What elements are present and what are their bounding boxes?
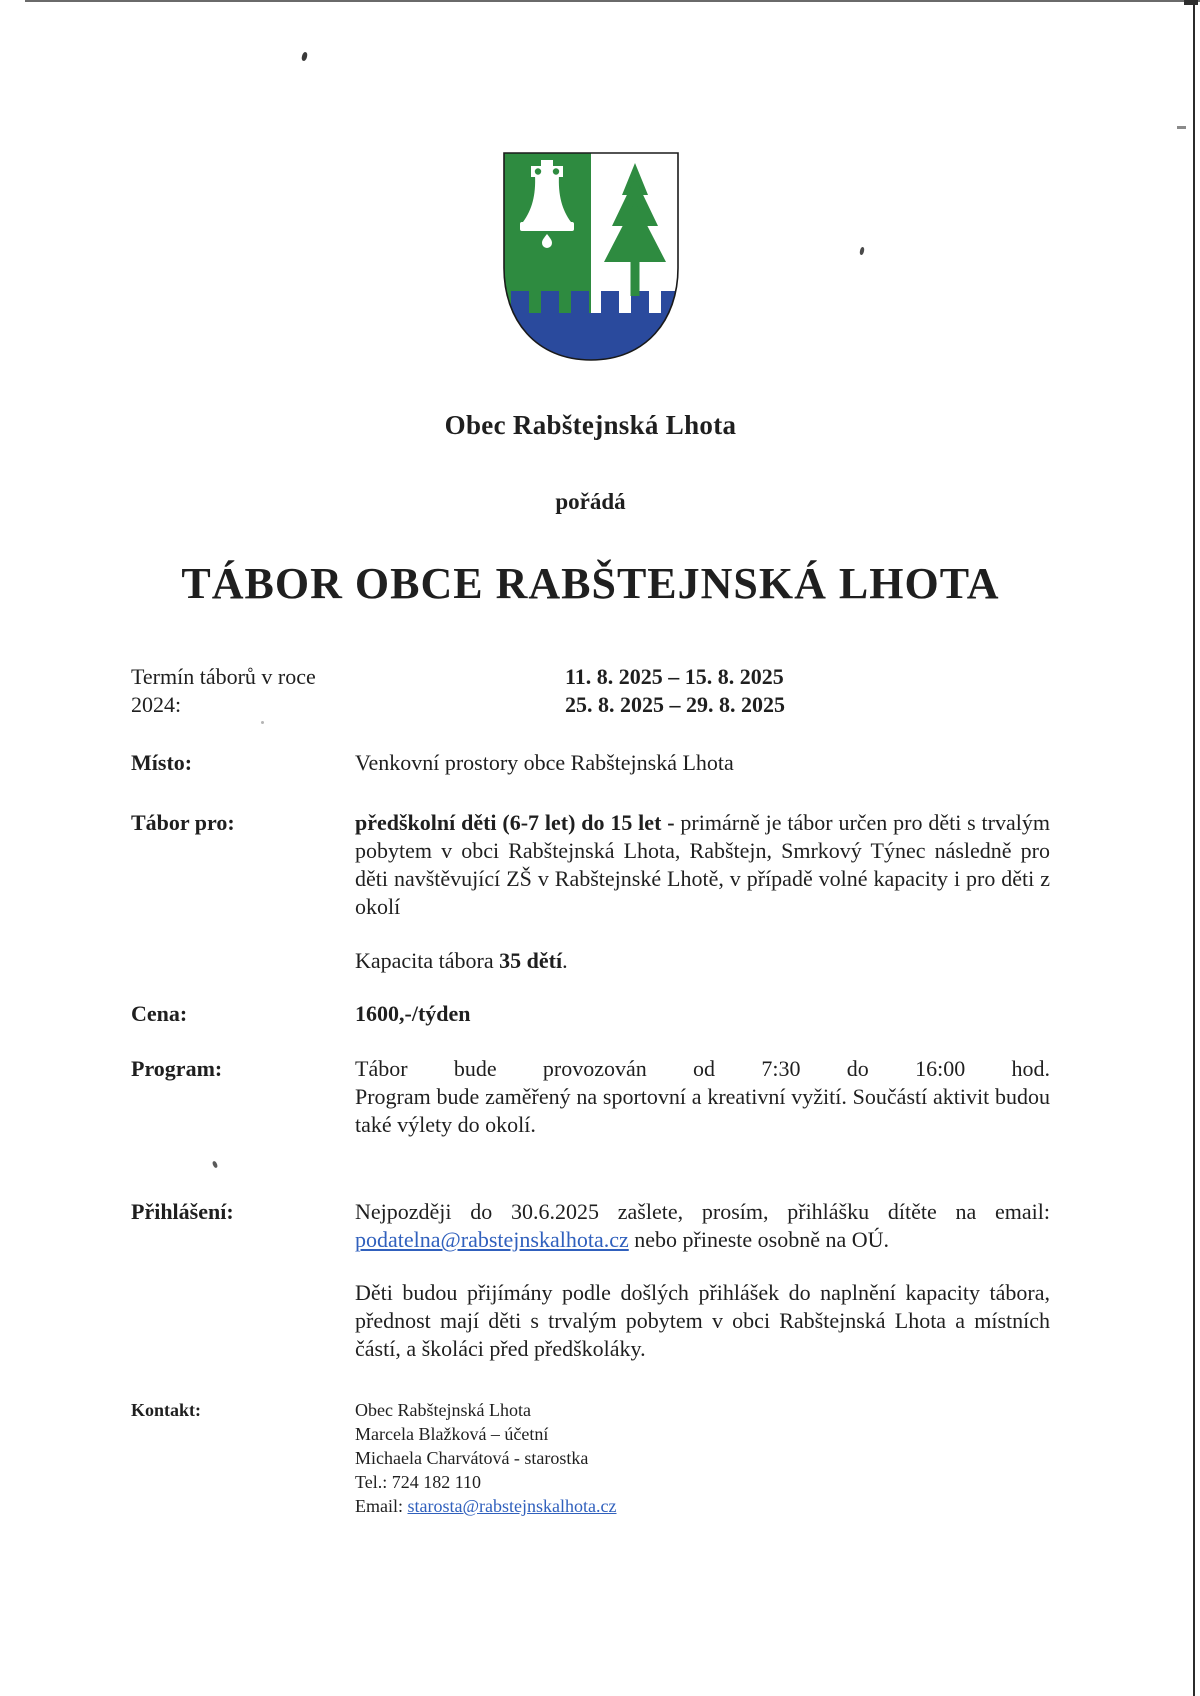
tabor-pro-body: primárně je tábor určen pro děti s trvalým pobytem v obci Rabštejnská Lhota, Rabštejn, Smrkový Týnec následně pro děti navštěvující ZŠ v Rabštejnské Lhotě, v případě volné kapacity i pro děti z okolí xyxy=(355,810,1050,919)
tabor-pro-lead: předškolní děti (6-7 let) do 15 let - xyxy=(355,810,681,835)
kapacita-suffix: . xyxy=(562,948,568,973)
kapacita-spacer xyxy=(131,947,355,975)
coat-of-arms-graphic xyxy=(501,150,681,363)
kapacita-count: 35 dětí xyxy=(499,948,563,973)
organizes-line: pořádá xyxy=(555,489,626,514)
kontakt-line-email xyxy=(355,1494,1050,1518)
program-text xyxy=(355,1055,1050,1139)
term-row xyxy=(131,663,1050,719)
program-rest: Program bude zaměřený na sportovní a kreativní vyžití. Součástí aktivit budou také výlety do okolí. xyxy=(355,1084,1050,1137)
kontakt-block xyxy=(355,1398,1050,1518)
document-content xyxy=(131,0,1050,1518)
org-name: Obec Rabštejnská Lhota xyxy=(444,410,737,440)
deti-row xyxy=(131,1279,1050,1363)
scan-artifact-speck xyxy=(1177,126,1186,129)
term-label: Termín táborů v roce 2024: xyxy=(131,664,316,717)
kapacita-prefix: Kapacita tábora xyxy=(355,948,500,973)
prihlaseni-after: nebo přineste osobně na OÚ. xyxy=(628,1227,890,1252)
kontakt-label: Kontakt: xyxy=(131,1400,202,1420)
prihlaseni-label: Přihlášení: xyxy=(131,1199,234,1224)
kontakt-email-prefix: Email: xyxy=(355,1496,408,1516)
podatelna-email-link[interactable]: podatelna@rabstejnskalhota.cz xyxy=(355,1227,629,1252)
term-dates xyxy=(565,663,1050,719)
starosta-email-link[interactable]: starosta@rabstejnskalhota.cz xyxy=(407,1496,617,1516)
kontakt-line-phone: Tel.: 724 182 110 xyxy=(355,1472,482,1492)
cena-value: 1600,-/týden xyxy=(355,1001,471,1026)
scan-artifact-right-line xyxy=(1193,0,1195,1696)
deti-paragraph: Děti budou přijímány podle došlých přihlášek do naplnění kapacity tábora, přednost mají děti s trvalým pobytem v obci Rabštejnská Lhota a místních částí, a školáci před předškoláky. xyxy=(355,1280,1050,1361)
tabor-pro-label: Tábor pro: xyxy=(131,810,235,835)
tabor-pro-row xyxy=(131,809,1050,921)
page-title: TÁBOR OBCE RABŠTEJNSKÁ LHOTA xyxy=(181,559,1000,608)
kontakt-line-accountant: Marcela Blažková – účetní xyxy=(355,1424,549,1444)
prihlaseni-row xyxy=(131,1198,1050,1254)
prihlaseni-before: Nejpozději do 30.6.2025 zašlete, prosím, přihlášku dítěte na email: xyxy=(355,1199,1050,1224)
kapacita-row xyxy=(131,947,1050,975)
tabor-pro-text xyxy=(355,809,1050,921)
term-date-2: 25. 8. 2025 – 29. 8. 2025 xyxy=(565,692,785,717)
program-line1: Tábor bude provozován od 7:30 do 16:00 hod. xyxy=(355,1056,1050,1081)
deti-spacer xyxy=(131,1279,355,1363)
program-row xyxy=(131,1055,1050,1139)
term-date-1: 11. 8. 2025 – 15. 8. 2025 xyxy=(565,664,784,689)
term-value xyxy=(355,663,1050,719)
misto-value: Venkovní prostory obce Rabštejnská Lhota xyxy=(355,750,734,775)
kapacita-text xyxy=(355,947,1050,975)
cena-row xyxy=(131,1000,1050,1028)
scan-artifact-corner xyxy=(1184,0,1198,5)
program-label: Program: xyxy=(131,1056,223,1081)
kontakt-row xyxy=(131,1398,1050,1518)
kontakt-line-mayor: Michaela Charvátová - starostka xyxy=(355,1448,589,1468)
misto-label: Místo: xyxy=(131,750,193,775)
prihlaseni-text xyxy=(355,1198,1050,1254)
cena-label: Cena: xyxy=(131,1001,188,1026)
municipal-coat-of-arms xyxy=(501,150,681,368)
misto-row xyxy=(131,749,1050,777)
kontakt-line-org: Obec Rabštejnská Lhota xyxy=(355,1400,531,1420)
